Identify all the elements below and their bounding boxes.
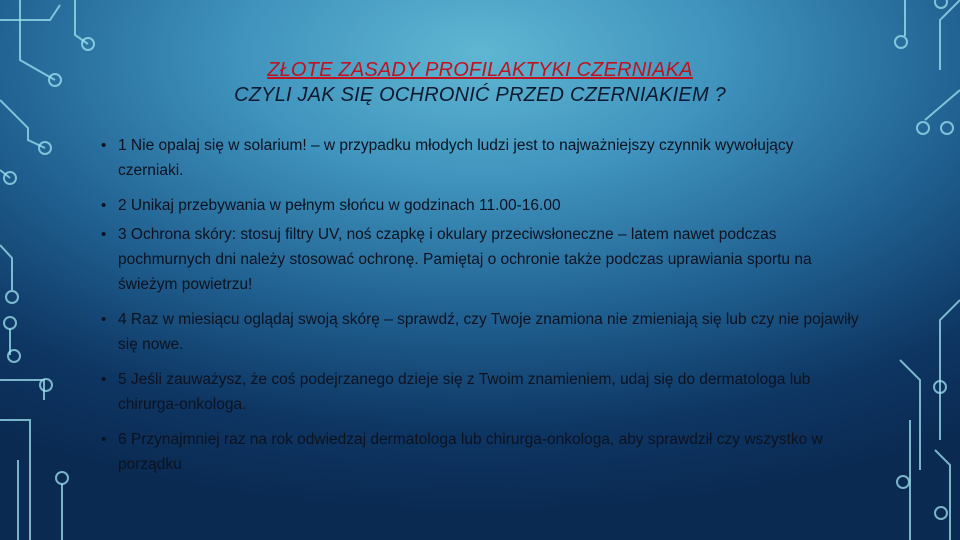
list-item: [101, 367, 861, 417]
bullet-icon: •: [101, 431, 107, 448]
bullet-icon: •: [101, 371, 107, 388]
list-item-text: 2 Unikaj przebywania w pełnym słońcu w godzinach 11.00-16.00: [118, 197, 561, 214]
list-item-text: 1 Nie opalaj się w solarium! – w przypadku młodych ludzi jest to najważniejszy czynnik wywołujący czerniaki.: [118, 137, 794, 179]
bullet-icon: •: [101, 226, 107, 243]
title-heading: ZŁOTE ZASADY PROFILAKTYKI CZERNIAKA: [267, 59, 693, 81]
list-item: [101, 427, 861, 477]
list-item: [101, 222, 861, 297]
list-item-text: 5 Jeśli zauważysz, że coś podejrzanego dzieje się z Twoim znamieniem, udaj się do dermatologa lub chirurga-onkologa.: [118, 371, 811, 413]
slide-title: [0, 58, 960, 108]
list-item: [101, 133, 861, 183]
list-item-text: 4 Raz w miesiącu oglądaj swoją skórę – sprawdź, czy Twoje znamiona nie zmieniają się lub czy nie pojawiły się nowe.: [118, 311, 859, 353]
list-item-text: 6 Przynajmniej raz na rok odwiedzaj dermatologa lub chirurga-onkologa, aby sprawdził czy wszystko w porządku: [118, 431, 823, 473]
list-item-text: 3 Ochrona skóry: stosuj filtry UV, noś czapkę i okulary przeciwsłoneczne – latem nawet podczas pochmurnych dni należy stosować ochronę. Pamiętaj o ochronie także podczas uprawiania sportu na świeżym powietrzu!: [118, 226, 812, 293]
bullet-icon: •: [101, 137, 107, 154]
rules-list: [101, 133, 861, 477]
bullet-icon: •: [101, 197, 107, 214]
list-item: [101, 307, 861, 357]
title-subheading: CZYLI JAK SIĘ OCHRONIĆ PRZED CZERNIAKIEM ?: [234, 84, 726, 106]
list-item: [101, 193, 861, 218]
bullet-icon: •: [101, 311, 107, 328]
